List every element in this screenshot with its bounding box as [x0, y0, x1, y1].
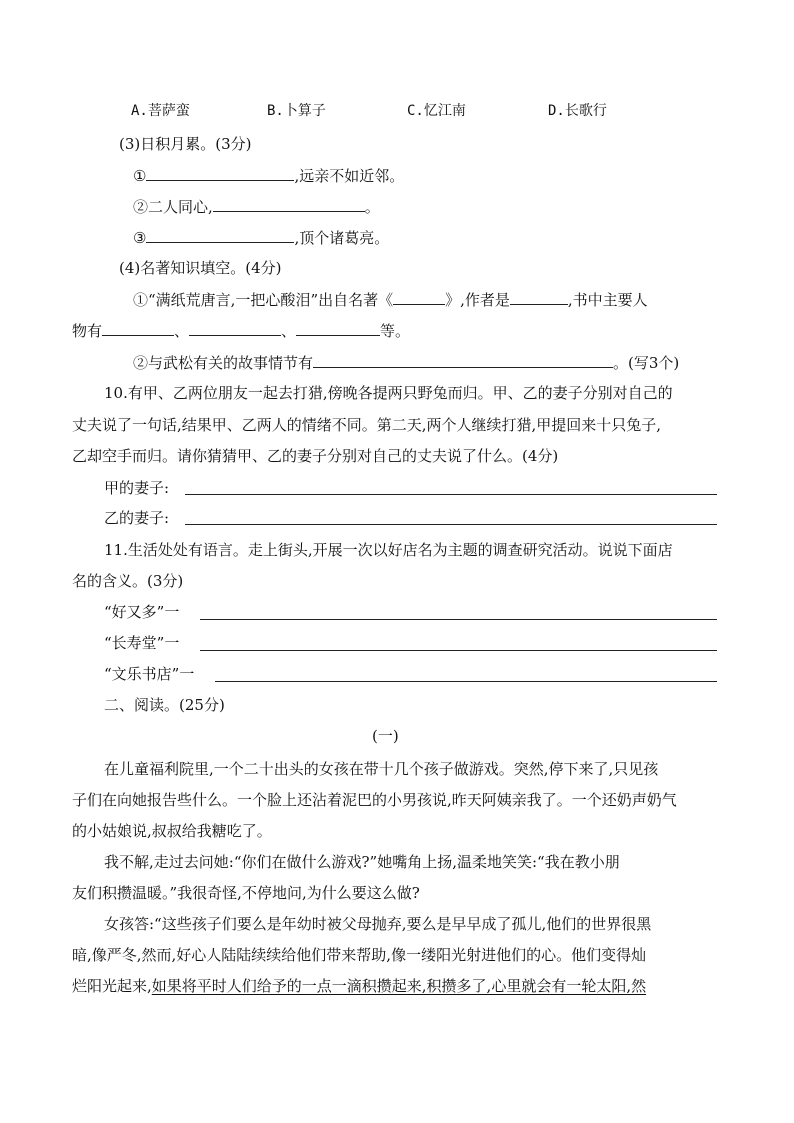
item2-text: ②二人同心, — [133, 198, 213, 216]
q9-3-item1 — [133, 165, 404, 185]
passage-p2-line2: 友们积攒温暖。”我很奇怪,不停地问,为什么要这么做? — [72, 884, 420, 902]
p3-line3-plain: 烂阳光起来, — [72, 977, 152, 995]
passage-p2-line1: 我不解,走过去问她:“你们在做什么游戏?”她嘴角上扬,温柔地笑笑:“我在教小朋 — [104, 853, 620, 871]
line2-a: 物有 — [72, 322, 103, 340]
q9-3-item2 — [133, 196, 380, 216]
character3-blank[interactable] — [296, 320, 380, 336]
option-a: A.菩萨蛮 — [131, 103, 190, 119]
section2-heading: 二、阅读。(25分) — [104, 696, 225, 714]
item3-text: ,顶个诸葛亮。 — [294, 229, 390, 247]
line2-sep1: 、 — [174, 322, 190, 340]
option-b: B.卜算子 — [267, 103, 326, 119]
q10-line3: 乙却空手而归。请你猜猜甲、乙的妻子分别对自己的丈夫说了什么。(4分) — [72, 447, 559, 465]
passage-p3-line1: 女孩答:“这些孩子们要么是年幼时被父母抛弃,要么是早早成了孤儿,他们的世界很黑 — [104, 915, 652, 933]
option-d: D.长歌行 — [548, 103, 607, 119]
character2-blank[interactable] — [189, 320, 281, 336]
item2-blank[interactable] — [213, 196, 365, 212]
q11-line1: 11.生活处处有语言。走上街头,开展一次以好店名为主题的调查研究活动。说说下面店 — [104, 541, 673, 559]
underlined-sentence: 如果将平时人们给予的一点一滴积攒起来,积攒多了,心里就会有一轮太阳,然 — [151, 977, 647, 995]
q9-4-line1 — [133, 289, 648, 309]
line2-sep2: 、 — [281, 322, 297, 340]
item3-blank[interactable] — [146, 227, 294, 243]
passage-p1-line2: 子们在向她报告些什么。一个脸上还沾着泥巴的小男孩说,昨天阿姨亲我了。一个还奶声奶气 — [72, 791, 677, 809]
q11-line2: 名的含义。(3分) — [72, 572, 184, 590]
line1-a: ①“满纸荒唐言,一把心酸泪”出自名著《 — [133, 291, 394, 309]
line1-b: 》,作者是 — [445, 291, 510, 309]
shop1-label: “好又多”一 — [104, 603, 180, 621]
item1-blank[interactable] — [146, 165, 294, 181]
q9-3-heading: (3)日积月累。(3分) — [119, 135, 252, 153]
q9-3-item3 — [133, 227, 389, 247]
passage-p3-line2: 暗,像严冬,然而,好心人陆陆续续给他们带来帮助,像一缕阳光射进他们的心。他们变得灿 — [72, 946, 647, 964]
yi-wife-label: 乙的妻子: — [104, 509, 170, 527]
wusong-stories-blank[interactable] — [313, 352, 613, 368]
q9-4-line2 — [72, 320, 410, 340]
option-c: C.忆江南 — [407, 103, 466, 119]
item1-number: ① — [133, 167, 147, 185]
shop3-label: “文乐书店”一 — [104, 665, 195, 683]
q9-4-heading: (4)名著知识填空。(4分) — [119, 259, 282, 277]
book-title-blank[interactable] — [393, 289, 445, 305]
passage-p3-line3 — [72, 976, 646, 996]
shop2-label: “长寿堂”一 — [104, 634, 180, 652]
q9-4-line3 — [133, 352, 679, 372]
item1-text: ,远亲不如近邻。 — [294, 167, 405, 185]
shop2-answer-line[interactable] — [200, 649, 717, 651]
line3-end: 。(写3个) — [613, 354, 680, 372]
shop1-answer-line[interactable] — [200, 618, 717, 620]
line3-a: ②与武松有关的故事情节有 — [133, 354, 314, 372]
line1-c: ,书中主要人 — [567, 291, 648, 309]
passage-p1-line1: 在儿童福利院里,一个二十出头的女孩在带十几个孩子做游戏。突然,停下来了,只见孩 — [104, 760, 659, 778]
passage-p1-line3: 的小姑娘说,叔叔给我糖吃了。 — [72, 822, 272, 840]
q10-line1: 10.有甲、乙两位朋友一起去打猎,傍晚各提两只野兔而归。甲、乙的妻子分别对自己的 — [104, 384, 673, 402]
line2-end: 等。 — [380, 322, 411, 340]
yi-wife-answer-line[interactable] — [185, 523, 717, 525]
q10-line2: 丈夫说了一句话,结果甲、乙两人的情绪不同。第二天,两个人继续打猎,甲提回来十只兔子, — [72, 416, 662, 434]
character1-blank[interactable] — [102, 320, 174, 336]
section2-sub: (一) — [372, 727, 399, 745]
item2-end: 。 — [364, 198, 380, 216]
jia-wife-label: 甲的妻子: — [104, 479, 170, 497]
item3-number: ③ — [133, 229, 147, 247]
author-blank[interactable] — [510, 289, 568, 305]
shop3-answer-line[interactable] — [215, 680, 717, 682]
jia-wife-answer-line[interactable] — [185, 493, 717, 495]
